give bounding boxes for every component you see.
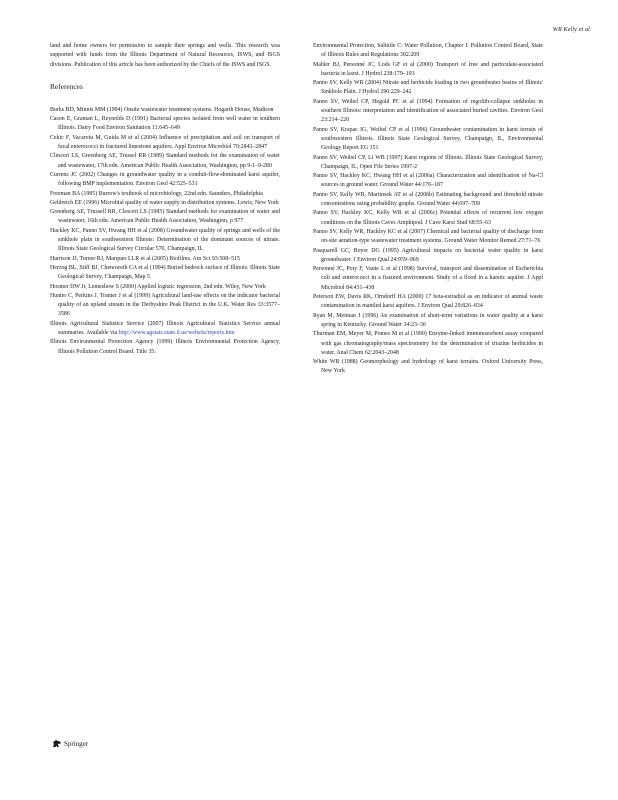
reference-item: Personné JC, Poty F, Vaute L et al (1998) Survival, transport and dissemination of Escherichia coli and enterococci in a fissured environment. Study of a flood in a karstic aquifer. J Appl Microbiol 84:431–438: [313, 266, 543, 291]
reference-item: Clesceri LS, Greenberg AE, Trussel RR (1989) Standard methods for the examination of water and wastewater, 17th edn. American Public Health Association, Washington, pp 9-1–9-280: [50, 153, 280, 169]
reference-item: Hackley KC, Panno SV, Hwang HH et al (2008) Groundwater quality of springs and wells of the sinkhole plain in southwestern Illinois: Determination of the dominant sources of nitrate. Illinois State Geological Survey Circular 570, Champaign, IL: [50, 227, 280, 253]
reference-item: Panno SV, Weibel CP, Li WB (1997) Karst regions of Illinois. Illinois State Geological Survey, Champaign, IL, Open File Series 1997-2: [313, 154, 543, 170]
reference-item: Panno SV, Kelly WR, Hackley KC et al (2007) Chemical and bacterial quality of discharge from on-site aeration-type wastewater treatment systems. Ground Water Monitor Remed 27:71–76: [313, 228, 543, 245]
references-heading: References: [50, 81, 83, 91]
reference-item: Mahler BJ, Personné JC, Lods GF et al (2000) Transport of free and particulate-associated bacteria in karst. J Hydrol 238:179–193: [313, 61, 543, 77]
publisher-name: Springer: [64, 739, 89, 748]
reference-item: [50, 320, 280, 339]
acknowledgment-paragraph: land and home owners for permission to sample their springs and wells. This research was supported with funds from the Illinois Department of Natural Resources, ISWS, and ISGS divisions. Publication of this article has been authorized by the Chiefs of the ISWS and ISGS.: [50, 43, 280, 68]
reference-item: Panno SV, Kelly WR, Martinsek AT et al (2006b) Estimating background and threshold nitrate concentrations using probability graphs. Ground Water 44:697–709: [313, 191, 543, 208]
reference-text: Illinois Agricultural Statistics Service (2007) Illinois Agricultural Statistics Service annual summaries. Available via: [50, 320, 280, 337]
reference-item: Greenberg AE, Trussell RR, Clesceri LS (1985) Standard methods for examination of water and wastewater, 16th edn. American Public Health Association, Washington, p 977: [50, 209, 280, 225]
reference-item: White WB (1988) Geomorphology and hydrology of karst terrains. Oxford University Press, New York: [313, 359, 543, 375]
reference-item: Panno SV, Hackley KC, Kelly WR et al (2006c) Potential effects of recurrent low oxygen conditions on the Illinois Caves Amphipod. J Cave Karst Stud 68:55–63: [313, 210, 543, 226]
springer-horse-icon: [52, 739, 62, 748]
reference-item: Cason E, Graman L, Reynolds D (1991) Bacterial species isolated from well water in southern Illinois. Dairy Food Environ Sanitation 11:645–649: [50, 116, 280, 132]
reference-item: Burks BD, Minnis MM (1994) Onsite wastewater treatment systems. Hogarth House, Madison: [50, 106, 274, 113]
reference-item: Panno SV, Weibel CP, Hegold PC et al (1994) Formation of regolith-collapse sinkholes in southern Illinois: interpretation and identification of associated buried cavities. Environ Geol 23:214–220: [313, 98, 543, 124]
reference-item: Hosmer DW Jr, Lemeshow S (2000) Applied logistic regression, 2nd edn. Wiley, New York: [50, 283, 266, 290]
reference-item: Harrison JJ, Turner RJ, Marques LLR et al (2005) Biofilms. Am Sci 93:508–515: [50, 255, 240, 262]
reference-item: Thurman EM, Meyer M, Pomes M et al (1990) Enzyme-linked immunosorbent assay compared with gas chromatography/mass spectrometry for the determination of triazine herbicides in water. Anal Chem 62:2043–2048: [313, 331, 543, 356]
reference-item: Geldreich EE (1996) Microbial quality of water supply in distribution systems. Lewis, New York: [50, 199, 279, 206]
reference-item: Hunter C, Perkins J, Tranter J et al (1999) Agricultural land-use effects on the indicator bacterial quality of an upland stream in the Derbyshire Peak District in the U.K. Water Res 33:3577–3586: [50, 292, 280, 318]
reference-item: Herzog BL, Stiff BJ, Chenoweth CA et al (1994) Buried bedrock surface of Illinois. Illinois State Geological Survey, Champaign, Map 5: [50, 264, 280, 281]
reference-item: Panno SV, Hackley KC, Hwang HH et al (2006a) Characterization and identification of Na-Cl sources in ground water. Ground Water 44:176–187: [313, 173, 543, 189]
reference-item: Pasquarell GC, Boyer DG (1995) Agricultural impacts on bacterial water quality in karst groundwater. J Environ Qual 24:959–969: [313, 247, 543, 263]
reference-item: Illinois Environmental Protection Agency (1999) Illinois Environmental Protection Agency, Illinois Pollution Control Board. Title 35:: [50, 339, 280, 355]
reference-item: Freeman BA (1985) Burrow's textbook of microbiology, 22nd edn. Saunders, Philadelphia: [50, 190, 263, 197]
left-column: [50, 42, 280, 357]
references-list-left: [50, 106, 280, 320]
reference-item: Peterson EW, Davis RK, Orndorff HA (2000) 17 beta-estradiol as an indicator of animal waste contamination in mantled karst aquifers. J Environ Qual 29:826–834: [313, 294, 543, 310]
reference-item: Environmental Protection, Subtitle C: Water Pollution, Chapter I: Pollution Control Board, State of Illinois Rules and Regulations 302.209: [313, 43, 543, 59]
right-column: [313, 42, 543, 377]
running-header: WR Kelly et al: [552, 26, 590, 33]
references-list-right: [313, 42, 543, 377]
reference-item: Panno SV, Krapac IG, Weibel CP et al (1996) Groundwater contamination in karst terrain of southwestern Illinois. Illinois State Geological Survey, Champaign, IL, Environmental Geology Report EG 151: [313, 126, 543, 152]
reference-item: Cekic F, Vacaroiu M, Guida M et al (2004) Influence of precipitation and soil on transport of fecal enterococci in fractured limestone aquifers. Appl Environ Microbiol 70:2843–2847: [50, 134, 280, 151]
reference-item: Ryan M, Meiman J (1996) An examination of short-term variations in water quality at a karst spring in Kentucky. Ground Water 34:23–30: [313, 312, 543, 328]
reference-link[interactable]: http://www.agstats.state.il.us/website/reports.htm: [118, 330, 235, 337]
reference-item: Panno SV, Kelly WR (2004) Nitrate and herbicide loading in two groundwater basins of Illinois' Sinkhole Plain. J Hydrol 290:229–242: [313, 80, 543, 96]
publisher-logo: [52, 739, 88, 748]
reference-item: Currens JC (2002) Changes in groundwater quality in a conduit-flow-dominated karst aquifer, following BMP implementation. Environ Geol 42:525–531: [50, 171, 280, 188]
